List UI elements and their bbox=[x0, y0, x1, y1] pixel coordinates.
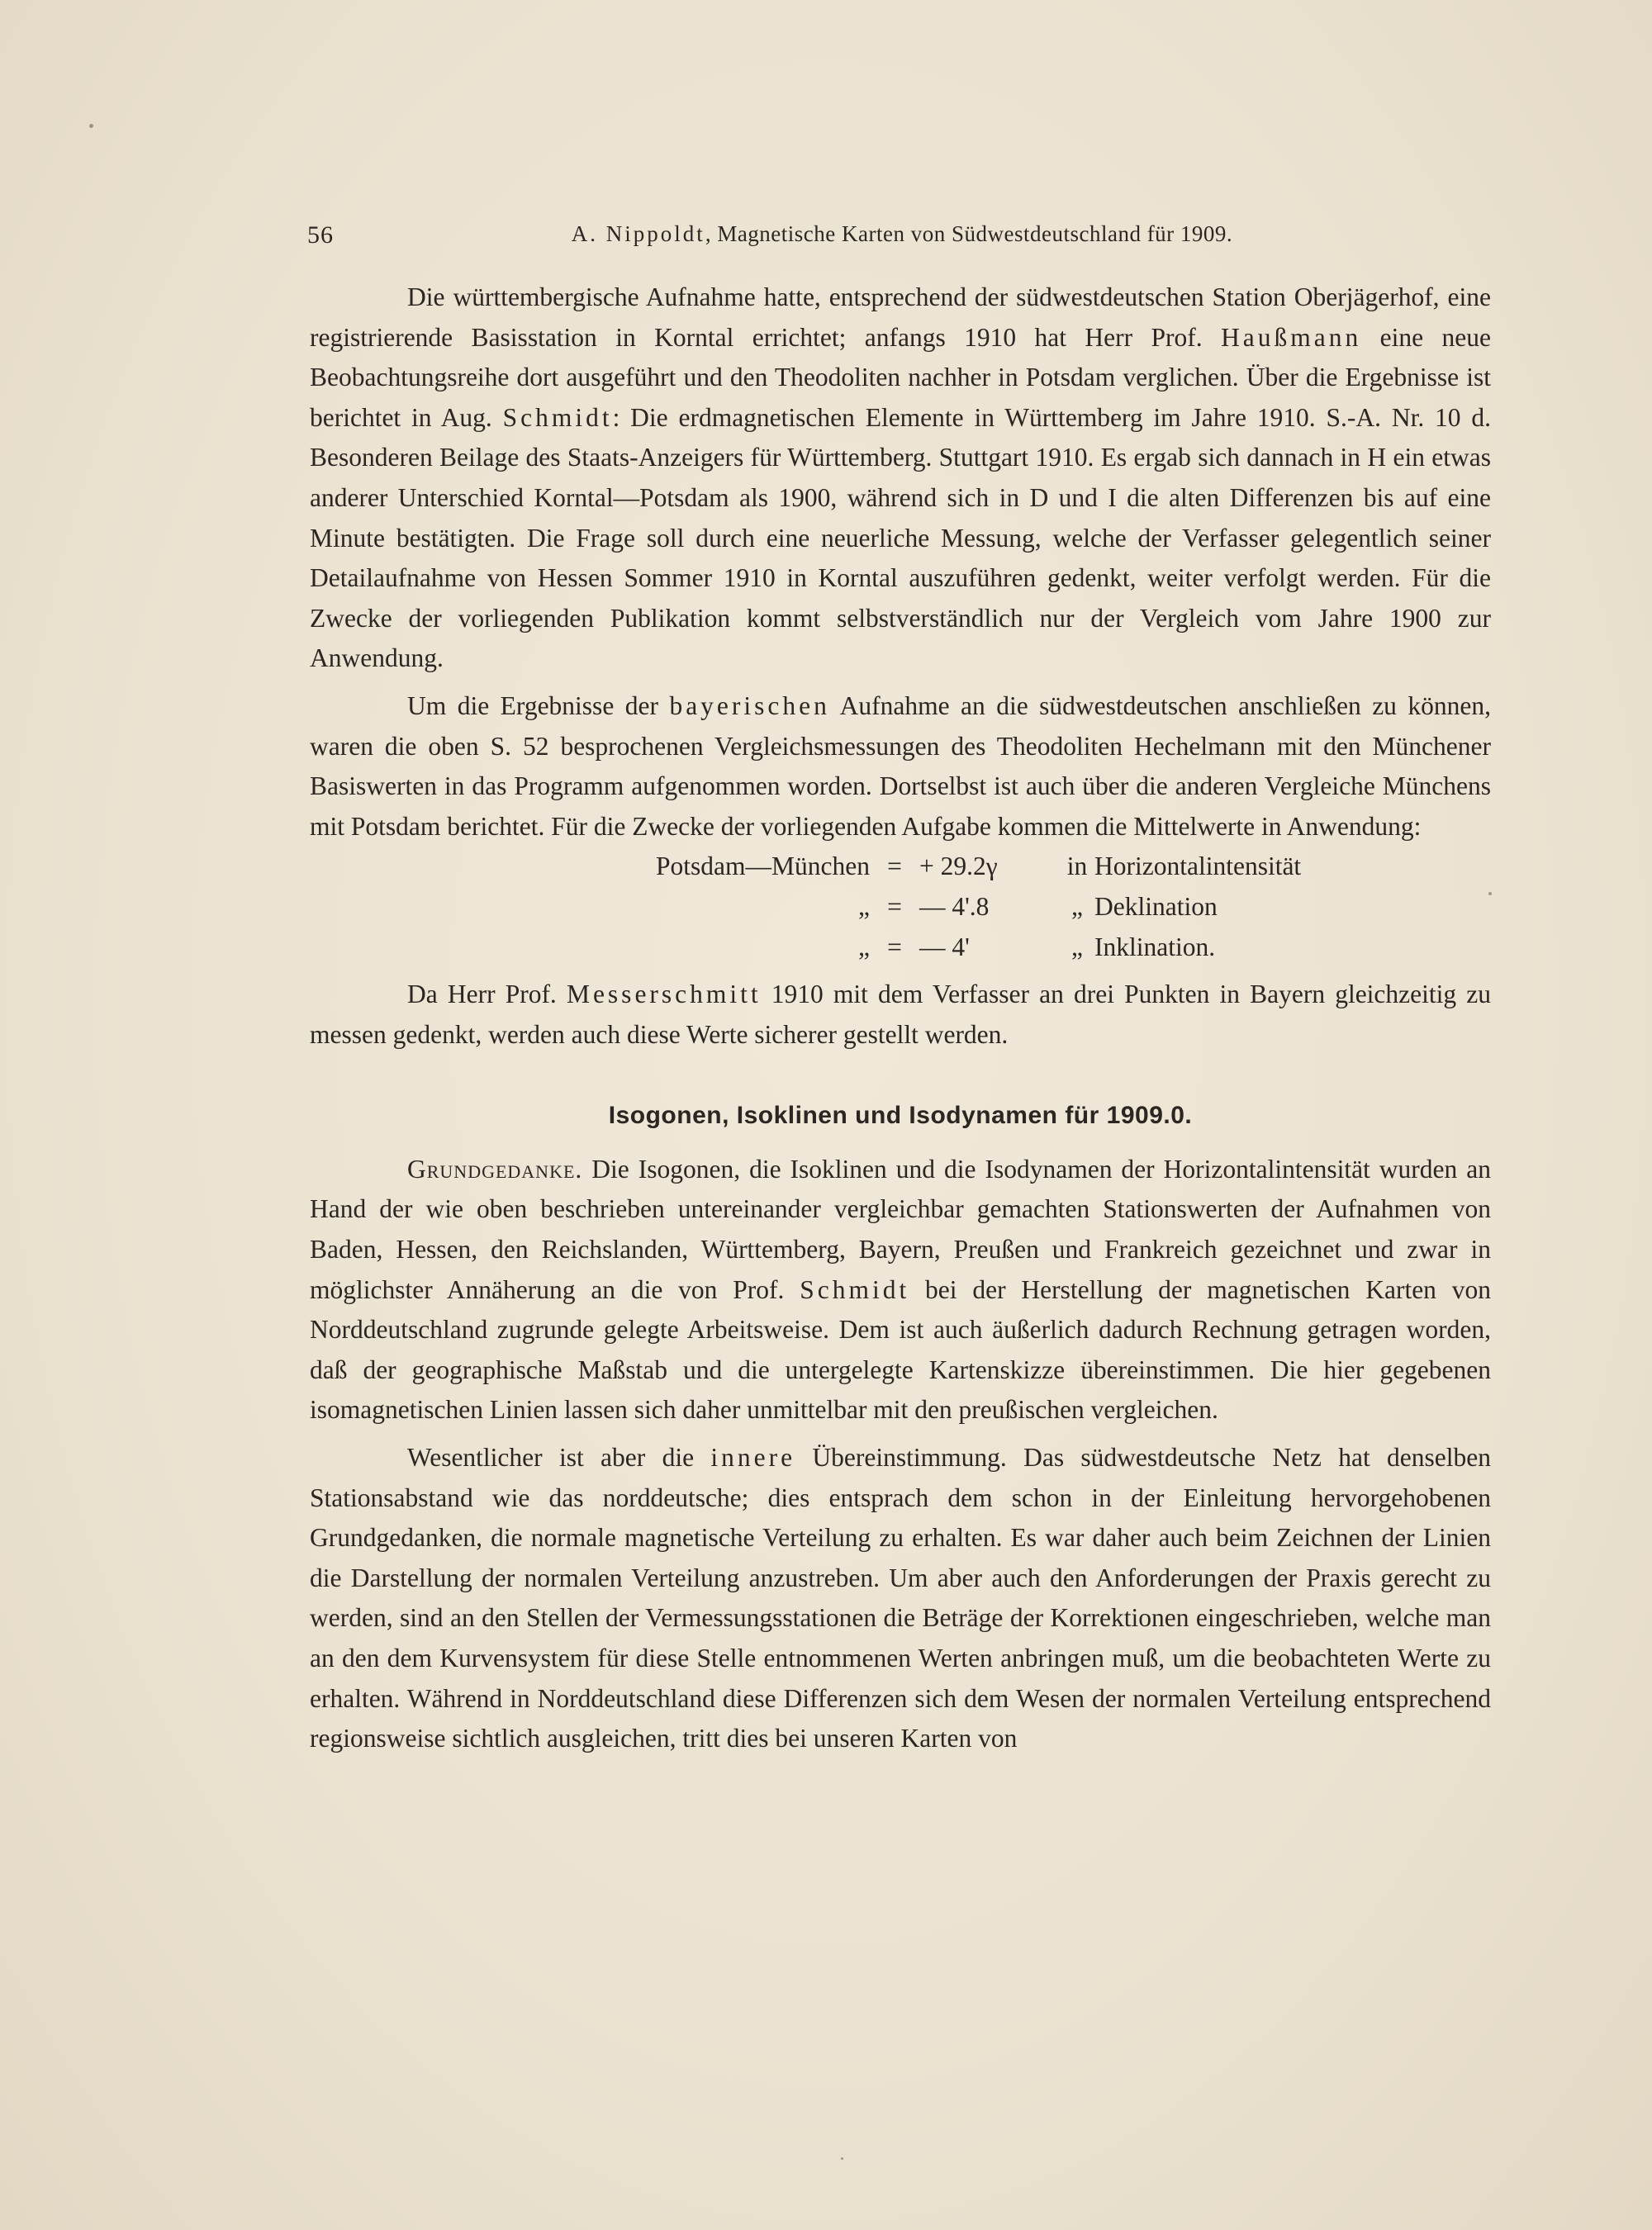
equation-lhs: „ bbox=[858, 932, 870, 961]
equation-sign: = bbox=[887, 891, 902, 921]
equation-prep: in bbox=[1066, 852, 1088, 881]
equation-prep: „ bbox=[1071, 932, 1083, 961]
section-heading: Isogonen, Isoklinen und Isodynamen für 1909.0. bbox=[608, 1102, 1193, 1130]
paragraph-grundgedanke bbox=[310, 1150, 1491, 1431]
text-run: bei der Herstellung der magnetischen Karten von Norddeutschland zugrunde gelegte Arbeitsweise. Dem ist auch äußerlich dadurch Rechnung getragen worden, daß der geographische Maßstab und die untergelegte Kartenskizze übereinstimmen. Die hier gegebenen isomagnetischen Linien lassen sich daher unmittelbar mit den preußischen vergleichen. bbox=[310, 1274, 1491, 1425]
text-body bbox=[310, 278, 1491, 1759]
paragraph-innere-uebereinstimmung bbox=[310, 1438, 1491, 1759]
running-head bbox=[307, 221, 1497, 247]
spaced-word-innere: innere bbox=[710, 1443, 796, 1473]
equation-sign: = bbox=[887, 852, 902, 881]
paper-speck bbox=[89, 124, 93, 128]
text-run: Aufnahme an die südwestdeutschen anschließen zu können, waren die oben S. 52 besprochenen Vergleichsmessungen des Theodoliten Hechelmann mit den Münchener Basiswerten in das Programm aufgenommen worden. Dortselbst ist auch über die anderen Vergleiche Münchens mit Potsdam berichtet. Für die Zwecke der vorliegenden Aufgabe kommen die Mittelwerte in Anwendung: bbox=[310, 690, 1491, 841]
page-number: 56 bbox=[307, 221, 334, 249]
equation-row bbox=[310, 887, 1491, 928]
text-run: Die Isogonen, die Isoklinen und die Isodynamen der Horizontalintensität wurden an Hand der wie oben beschrieben untereinander vergleichbar gemachten Stationswerten der Aufnahmen von Baden, Hessen, den Reichslanden, Württemberg, Bayern, Preußen und Frankreich gezeichnet und zwar in möglichster Annäherung an die von Prof. bbox=[310, 1154, 1491, 1304]
text-run: Da Herr Prof. bbox=[407, 980, 567, 1009]
equation-value: + 29.2γ bbox=[919, 852, 998, 881]
equation-lhs: Potsdam—München bbox=[656, 852, 870, 881]
equation-sign: = bbox=[887, 932, 902, 961]
paragraph-messerschmitt bbox=[310, 975, 1491, 1055]
equation-prep: „ bbox=[1071, 891, 1083, 921]
equation-row bbox=[310, 847, 1491, 887]
equation-value: — 4'.8 bbox=[919, 891, 990, 921]
paragraph-bayern bbox=[310, 686, 1491, 847]
text-run: Übereinstimmung. Das südwestdeutsche Netz hat denselben Stationsabstand wie das norddeutsche; dies entsprach dem schon in der Einleitung hervorgehobenen Grundgedanken, die normale magnetische Verteilung zu erhalten. Es war daher auch beim Zeichnen der Linien die Darstellung der normalen Verteilung anzustreben. Um aber auch den Anforderungen der Praxis gerecht zu werden, sind an den Stellen der Vermessungsstationen die Beträge der Korrektionen eingeschrieben, welche man an den dem Kurvensystem für diese Stelle entnommenen Werten anbringen muß, um die beobachteten Werte zu erhalten. Während in Norddeutschland diese Differenzen sich dem Wesen der normalen Verteilung entsprechend regionsweise sichtlich ausgleichen, tritt dies bei unseren Karten von bbox=[310, 1443, 1491, 1753]
equation-lhs: „ bbox=[858, 891, 870, 921]
name-messerschmitt: Messerschmitt bbox=[566, 980, 762, 1009]
page-header bbox=[307, 221, 1497, 254]
running-head-title: , Magnetische Karten von Südwestdeutschland für 1909. bbox=[705, 221, 1233, 246]
name-schmidt: Schmidt bbox=[502, 402, 613, 432]
text-run: Wesentlicher ist aber die bbox=[407, 1443, 711, 1473]
equation-label: Horizontalintensität bbox=[1094, 852, 1302, 881]
name-schmidt: Schmidt bbox=[800, 1274, 910, 1304]
running-head-author: A. Nippoldt bbox=[571, 221, 705, 246]
name-haussmann: Haußmann bbox=[1221, 322, 1362, 352]
paragraph-wuerttemberg bbox=[310, 278, 1491, 679]
text-run: Um die Ergebnisse der bbox=[407, 690, 670, 720]
equation-row bbox=[310, 928, 1491, 968]
equation-label: Deklination bbox=[1094, 891, 1218, 921]
text-run: Die württembergische Aufnahme hatte, entsprechend der südwestdeutschen Station Oberjägerhof, eine registrierende Basisstation in Korntal errichtet; anfangs 1910 hat Herr Prof. bbox=[310, 282, 1491, 352]
equation-value: — 4' bbox=[919, 932, 970, 961]
text-run: 1910 mit dem Verfasser an drei Punkten in Bayern gleichzeitig zu messen gedenkt, werden auch diese Werte sicherer gestellt werden. bbox=[310, 980, 1491, 1049]
paper-speck bbox=[841, 2157, 843, 2160]
equation-label: Inklination. bbox=[1094, 932, 1216, 961]
text-run: : Die erdmagnetischen Elemente in Württemberg im Jahre 1910. S.-A. Nr. 10 d. Besonderen Beilage des Staats-Anzeigers für Württemberg. Stuttgart 1910. Es ergab sich dannach in H ein etwas anderer Unterschied Korntal—Potsdam als 1900, während sich in D und I die alten Differenzen bis auf eine Minute bestätigten. Die Frage soll durch eine neuerliche Messung, welche der Verfasser gelegentlich seiner Detailaufnahme von Hessen Sommer 1910 in Korntal auszuführen gedenkt, weiter verfolgt werden. Für die Zwecke der vorliegenden Publikation kommt selbstverständlich nur der Vergleich vom Jahre 1900 zur Anwendung. bbox=[310, 402, 1491, 673]
lead-in-grundgedanke: Grundgedanke. bbox=[407, 1154, 583, 1184]
spaced-word-bayerischen: bayerischen bbox=[669, 690, 830, 720]
text-run: eine neue Beobachtungsreihe dort ausgeführt und den Theodoliten nachher in Potsdam verglichen. Über die Ergebnisse ist berichtet in Aug. bbox=[310, 322, 1491, 432]
